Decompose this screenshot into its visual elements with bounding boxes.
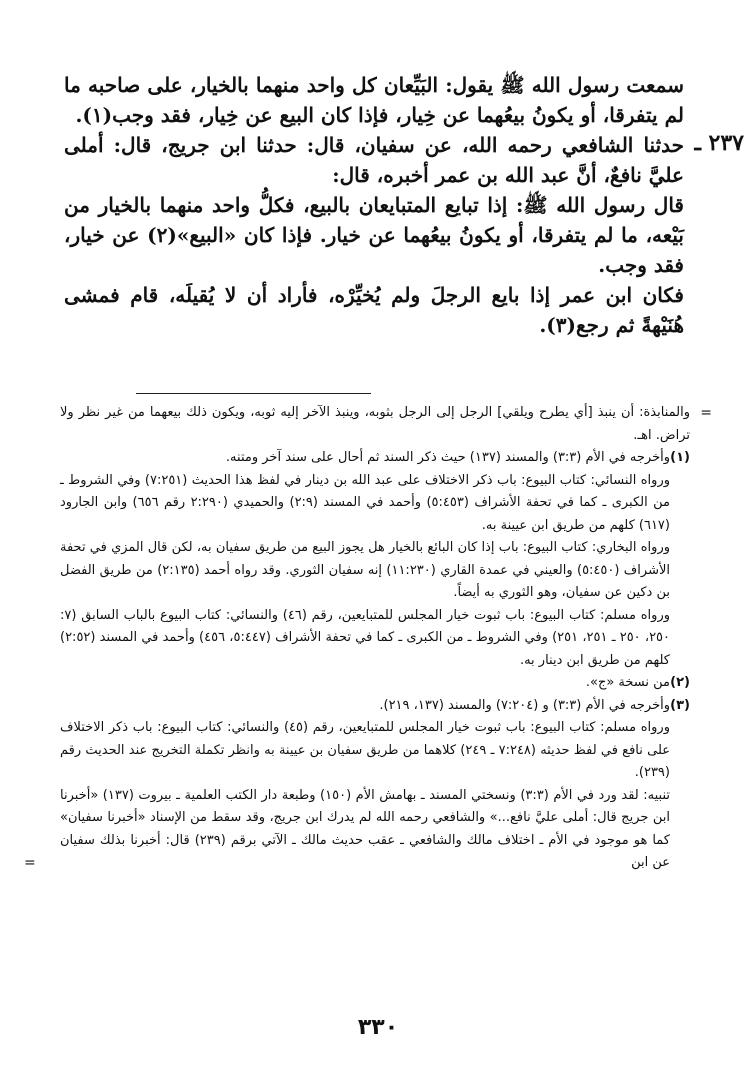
continuation-end-mark: = xyxy=(24,855,36,871)
continuation-mark: = xyxy=(700,405,712,421)
footnote-paragraph: وأخرجه في الأم (٣:٣) والمسند (١٣٧) حيث ذكر السند ثم أحال على سند آخر ومتنه. xyxy=(225,450,670,465)
footnote-paragraph: من نسخة «ج». xyxy=(585,675,670,690)
hadith-number: ٢٣٧ ـ xyxy=(694,130,744,156)
footnote-2 xyxy=(60,672,690,695)
main-text xyxy=(64,70,744,340)
footnote-number: (٢) xyxy=(670,675,690,690)
footnote-paragraph: ورواه النسائي: كتاب البيوع: باب ذكر الاختلاف على عبد الله بن دينار في لفظ هذا الحديث (٧:٢٥١) وفي الشروط ـ من الكبرى ـ كما في تحفة الأشراف (٥:٤٥٣) وأحمد في المسند (٢:٩) والحميدي (٢:٢٩٠ رقم ٦٥٦) وابن الجارود (٦١٧) كلهم من طريق ابن عيينة به. xyxy=(60,472,671,533)
footnote-number: (١) xyxy=(670,450,690,465)
footnote-1 xyxy=(60,447,690,672)
page-number: ٣٣٠ xyxy=(357,1015,399,1040)
footnote-paragraph: ورواه مسلم: كتاب البيوع: باب ثبوت خيار المجلس للمتبايعين، رقم (٤٦) والنسائي: كتاب البيوع بالباب السابق (٧: ٢٥٠، ٢٥٠ ـ ٢٥١، ٢٥١) وفي الشروط ـ من الكبرى ـ كما في تحفة الأشراف (٥:٤٤٧، ٤٥٦) وأحمد في المسند (٢:٥٢) كلهم من طريق ابن دينار به. xyxy=(60,607,671,668)
footnote-number: (٣) xyxy=(670,697,690,713)
footnotes xyxy=(24,402,712,875)
hadith-236-end: سمعت رسول الله ﷺ يقول: البَيِّعان كل واحد منهما بالخيار، على صاحبه ما لم يتفرقا، أو يكونُ بيعُهما عن خِيار، فإذا كان البيع عن خِيار، فقد وجب(١). xyxy=(64,73,684,127)
footnote-divider xyxy=(136,393,371,394)
footnote-paragraph: ورواه مسلم: كتاب البيوع: باب ثبوت خيار المجلس للمتبايعين، رقم (٤٥) والنسائي: كتاب البيوع: باب ذكر الاختلاف على نافع في لفظ حديثه (٧:٢٤٨ ـ ٢٤٩) كلاهما من طريق سفيان بن عيينة به وانظر تكملة التخريج عند الحديث رقم (٢٣٩). xyxy=(60,720,671,780)
hadith-text: قال رسول الله ﷺ: إذا تبايع المتبايعان بالبيع، فكلُّ واحد منهما بالخيار من بَيْعه، ما لم يتفرقا، أو يكونُ بيعُهما عن خيار. فإذا كان «البيع»(٢) عن خيار، فقد وجب. xyxy=(64,193,684,277)
footnote-paragraph: وأخرجه في الأم (٣:٣) و (٧:٢٠٤) والمسند (١٣٧، ٢١٩). xyxy=(379,697,670,713)
footnote-continuation xyxy=(60,402,712,447)
hadith-story: فكان ابن عمر إذا بايع الرجلَ ولم يُخيِّرْه، فأراد أن لا يُقيلَه، قام فمشى هُنَيْهةً ثم رجع(٣). xyxy=(64,283,684,337)
footnote-3 xyxy=(24,695,690,875)
footnote-paragraph: ورواه البخاري: كتاب البيوع: باب إذا كان البائع بالخيار هل يجوز البيع من طريق سفيان به، لكن قال المزي في تحفة الأشراف (٥:٤٥٠) والعيني في عمدة القاري (١١:٢٣٠) إنه سفيان الثوري. وقد رواه أحمد (٢:١٣٥) من طريق الفضل بن دكين عن سفيان، وهو الثوري به أيضاً. xyxy=(60,540,670,600)
hadith-237 xyxy=(64,130,744,340)
footnote-paragraph: تنبيه: لقد ورد في الأم (٣:٣) ونسختي المسند ـ بهامش الأم (١٥٠) وطبعة دار الكتب العلمية ـ بيروت (١٣٧) «أخبرنا ابن جريج قال: أملى عليَّ نافع...» والشافعي رحمه الله لم يدرك ابن جريج، وقد سقط من الإسناد «أخبرنا سفيان» كما هو موجود في الأم ـ اختلاف مالك والشافعي ـ عقب حديث مالك ـ الآتي برقم (٢٣٩) قال: أخبرنا بذلك سفيان عن ابن xyxy=(60,787,670,870)
hadith-intro: حدثنا الشافعي رحمه الله، عن سفيان، قال: حدثنا ابن جريج، قال: أملى عليَّ نافعٌ، أنَّ عبد الله بن عمر أخبره، قال: xyxy=(64,133,684,187)
continuation-text: والمنابذة: أن ينبذ [أي يطرح ويلقي] الرجل إلى الرجل بثوبه، وينبذ الآخر إليه ثوبه، ويكون ذلك بيعهما من غير نظر ولا تراض. اهـ. xyxy=(60,405,690,443)
